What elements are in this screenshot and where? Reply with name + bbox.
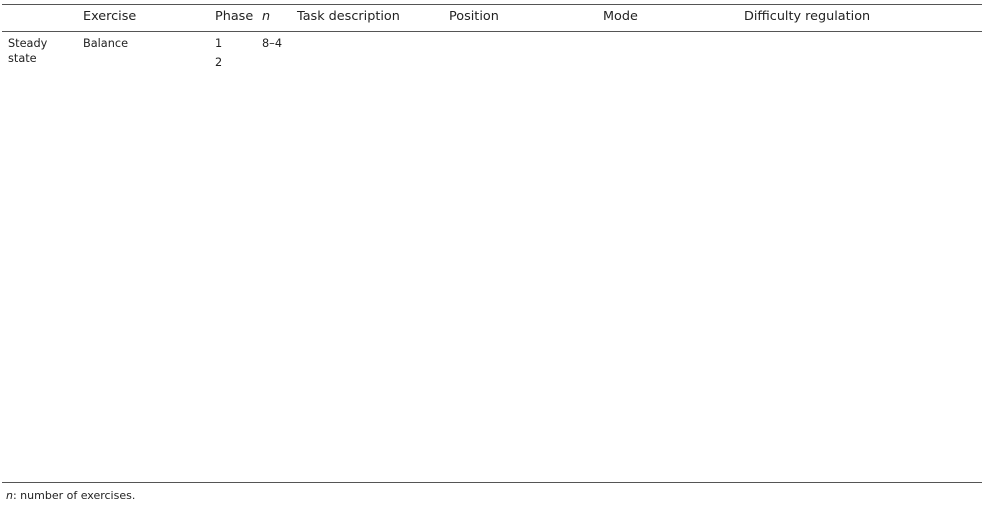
table-header-rule <box>2 31 982 32</box>
table-top-rule <box>2 4 982 5</box>
exercise-name: Balance <box>83 37 129 50</box>
phase-value: 2 <box>215 55 223 69</box>
header-mode: Mode <box>603 9 638 24</box>
phase-value: 1 <box>215 37 223 50</box>
footnote-symbol: n <box>6 489 13 502</box>
category-label: Steady <box>8 37 48 50</box>
header-exercise: Exercise <box>83 9 137 24</box>
table-bottom-rule <box>2 482 982 483</box>
exercise-count: 8–4 <box>262 37 283 50</box>
category-label: state <box>8 51 37 65</box>
header-position: Position <box>449 9 499 24</box>
footnote-text: : number of exercises. <box>12 489 136 502</box>
header-task: Task description <box>297 9 400 24</box>
header-difficulty: Difficulty regulation <box>744 9 871 24</box>
header-phase: Phase <box>215 9 254 24</box>
header-n: n <box>262 9 271 24</box>
table-footnote <box>6 489 135 502</box>
